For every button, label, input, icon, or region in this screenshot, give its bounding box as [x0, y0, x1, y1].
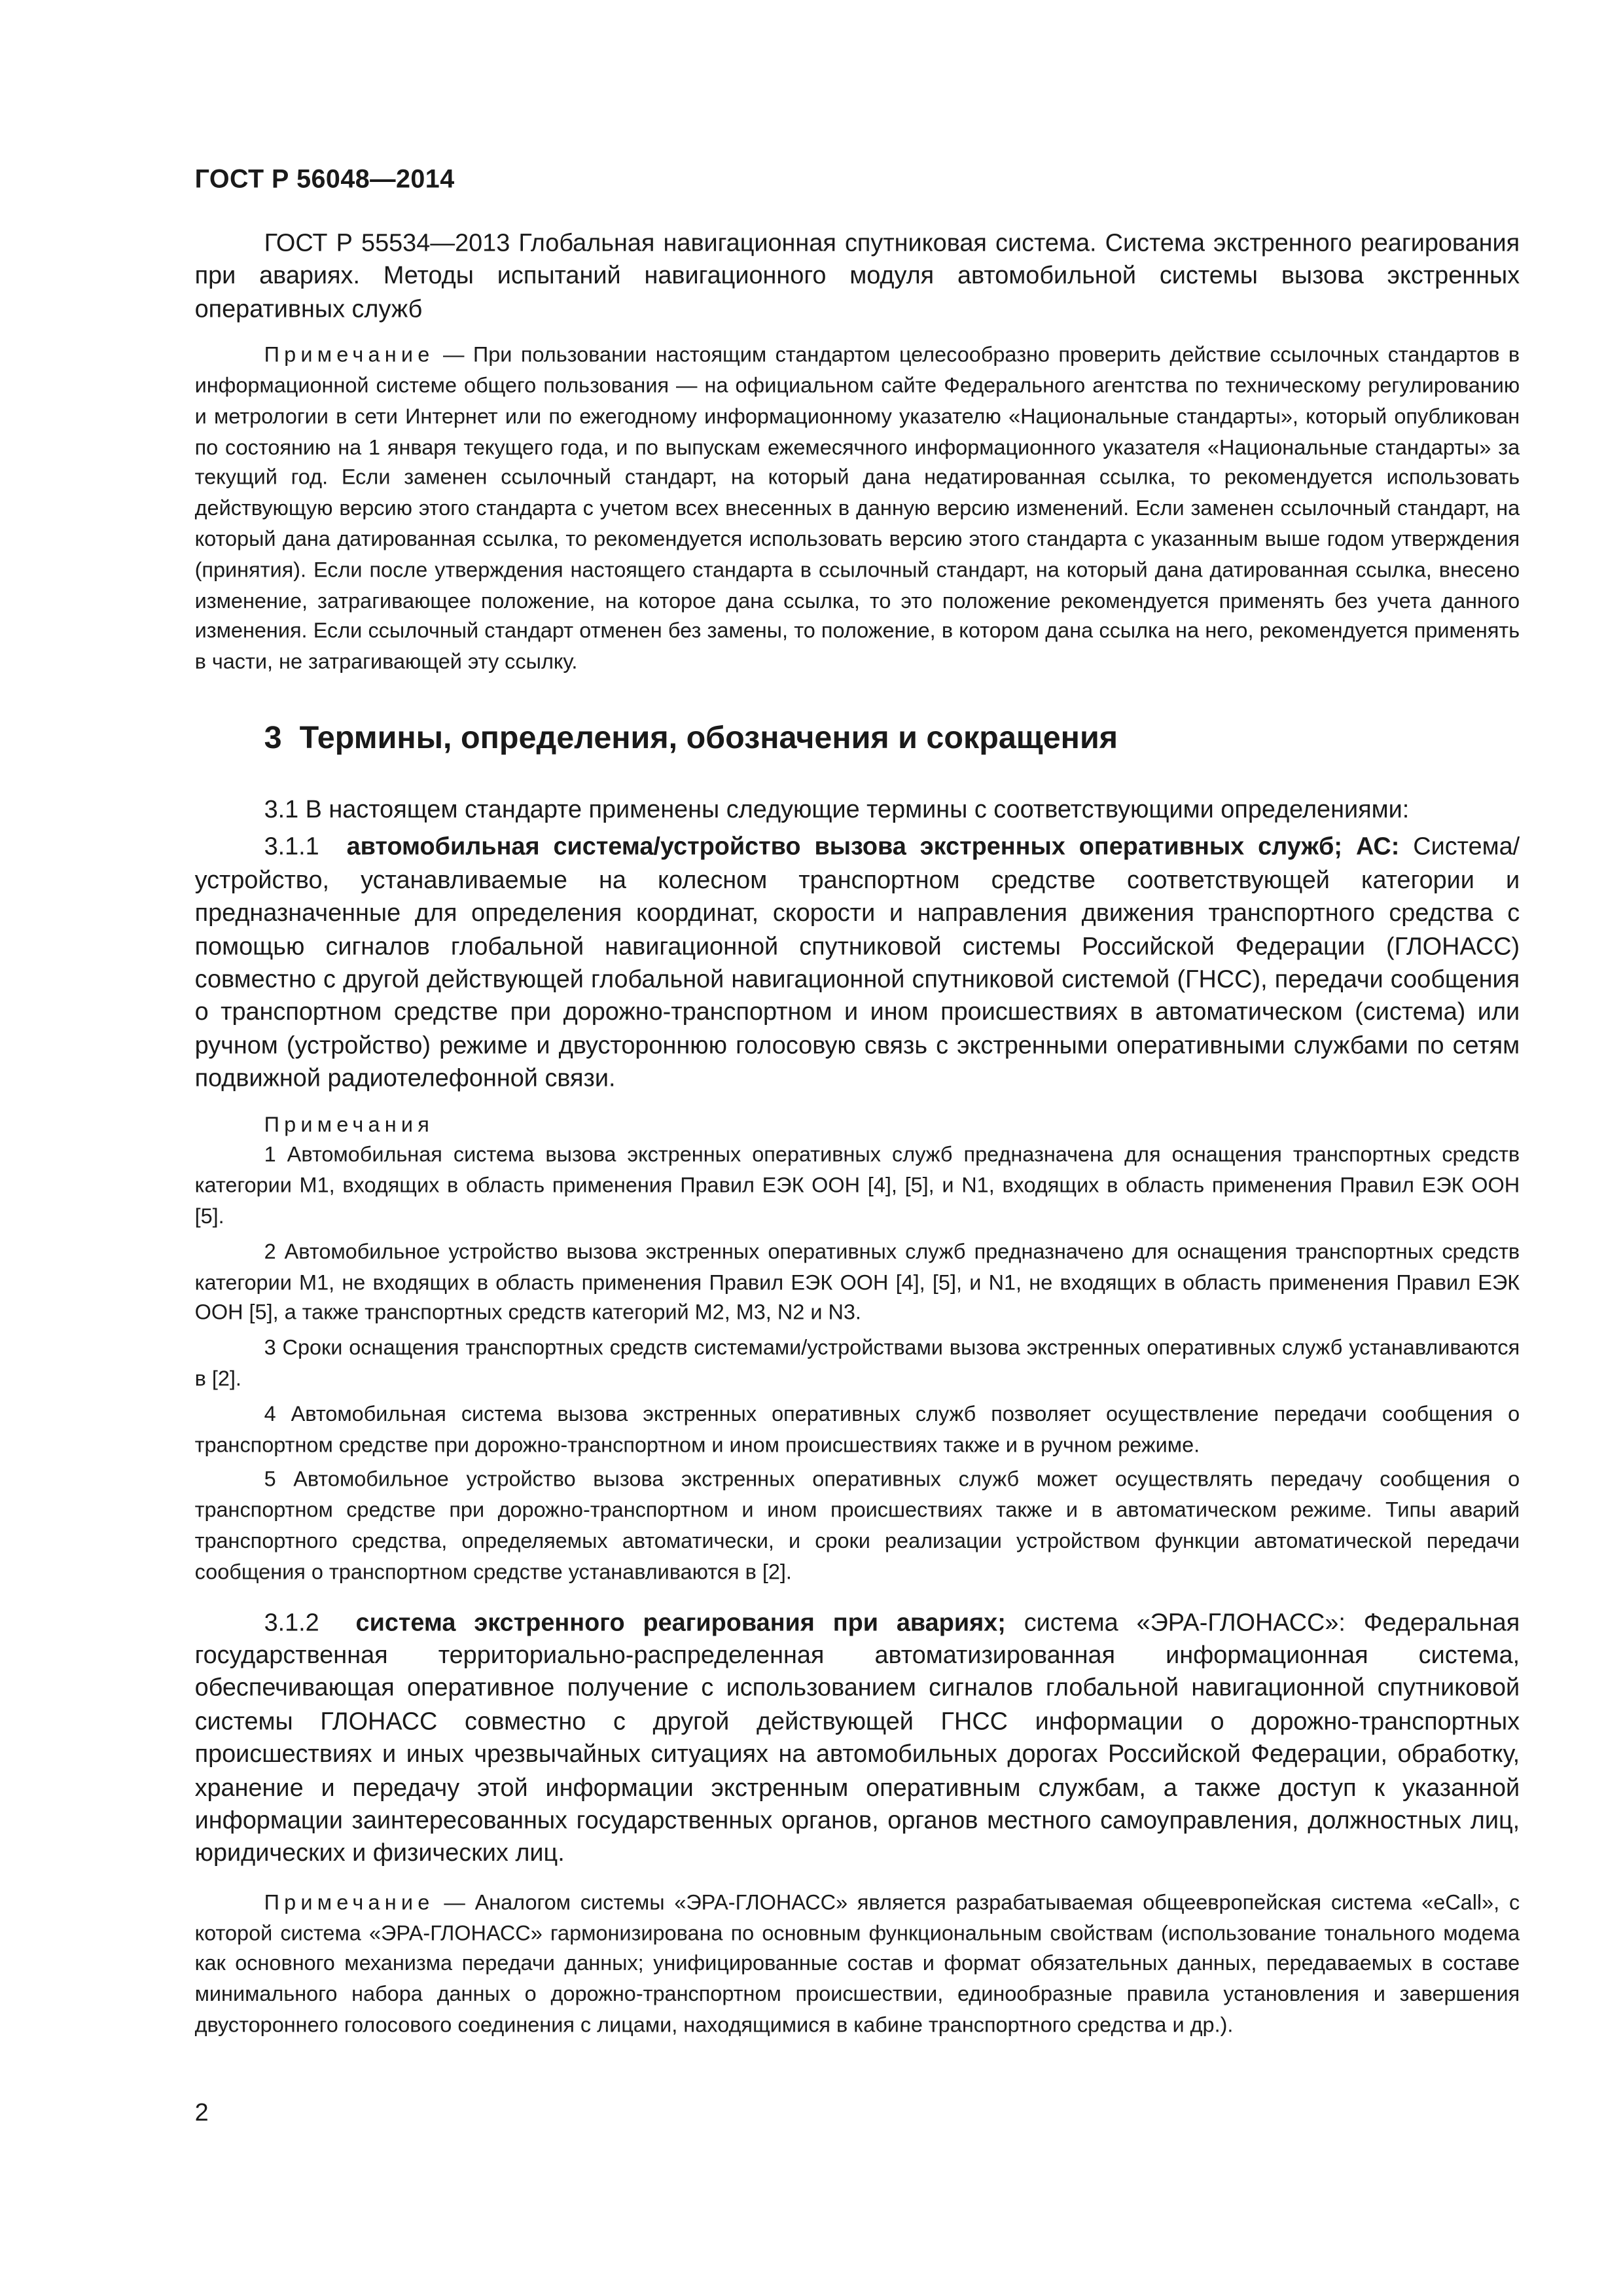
note-item: 4 Автомобильная система вызова экстренных оперативных служб позволяет осуществление передачи сообщения о транспортном средстве при дорожно-транспортном и ином происшествиях также и в ручном режиме.: [194, 1403, 1520, 1458]
section-3-heading: [264, 717, 1520, 759]
note-item: 2 Автомобильное устройство вызова экстренных оперативных служб предназначено для оснащения транспортных средств категории М1, не входящих в область применения Правил ЕЭК ООН [4], [5], и N1, не входящих в область применения Правил ЕЭК ООН [5], а также транспортных средств категорий М2, М3, N2 и N3.: [194, 1240, 1520, 1326]
term-3-1-1: [195, 831, 1520, 1096]
page-header-standard-number: ГОСТ Р 56048—2014: [194, 164, 455, 194]
term-3-1-2: [195, 1606, 1520, 1871]
term-abbreviation: АС:: [1355, 833, 1400, 861]
section-number: 3: [264, 720, 282, 756]
note-item: 3 Сроки оснащения транспортных средств системами/устройствами вызова экстренных оперативных служб устанавливаются в [2].: [194, 1337, 1520, 1392]
page-content: [195, 227, 1520, 2042]
term-number: 3.1.2: [264, 1607, 319, 1636]
notes-title: Примечания: [264, 1113, 435, 1138]
term-definition: Система/устройство, устанавливаемые на колесном транспортном средстве соответствующей категории и предназначенные для определения координат, скорости и направления движения транспортного средства с помощью сигналов глобальной навигационной спутниковой системы Российской Федерации (ГЛОНАСС) совместно с другой действующей глобальной навигационной спутниковой системой (ГНСС), передачи сообщения о транспортном средстве при дорожно-транспортном и ином происшествиях в автоматическом (система) или ручном (устройство) режиме и двустороннюю голосовую связь с экстренными оперативными службами по сетям подвижной радиотелефонной связи.: [194, 833, 1520, 1092]
term-alt-name: система «ЭРА-ГЛОНАСС»:: [1024, 1607, 1346, 1636]
note-item: 1 Автомобильная система вызова экстренных оперативных служб предназначена для оснащения транспортных средств категории М1, входящих в область применения Правил ЕЭК ООН [4], [5], и N1, входящих в область применения Правил ЕЭК ООН [5].: [194, 1144, 1520, 1230]
note-text: — Аналогом системы «ЭРА-ГЛОНАСС» является разрабатываемая общеевропейская система «eCall», с которой система «ЭРА-ГЛОНАСС» гармонизирована по основным функциональным свойствам (использование тонального модема как основного механизма передачи данных; унифицированные состав и формат обязательных данных, передаваемых в составе минимального набора данных о дорожно-транспортном происшествии, единообразные правила установления и завершения двустороннего голосового соединения с лицами, находящимися в кабине транспортного средства и др.).: [194, 1891, 1520, 2038]
note-item: 5 Автомобильное устройство вызова экстренных оперативных служб может осуществлять передачу сообщения о транспортном средстве при дорожно-транспортном и ином происшествиях также и в автоматическом режиме. Типы аварий транспортного средства, определяемых автоматически, и сроки реализации устройством функции автоматической передачи сообщения о транспортном средстве устанавливаются в [2].: [194, 1469, 1520, 1585]
normative-references-note: [195, 341, 1520, 679]
section-title: Термины, определения, обозначения и сокращения: [299, 720, 1118, 756]
term-name: автомобильная система/устройство вызова экстренных оперативных служб;: [346, 833, 1343, 861]
era-glonass-note: [195, 1888, 1520, 2041]
normative-reference-gost-55534: ГОСТ Р 55534—2013 Глобальная навигационная спутниковая система. Система экстренного реагирования при авариях. Методы испытаний навигационного модуля автомобильной системы вызова экстренных оперативных служб: [194, 228, 1520, 323]
note-label: Примечание: [264, 1891, 435, 1916]
page-number: 2: [194, 2098, 209, 2126]
note-label: Примечание: [264, 344, 435, 368]
term-definition: Федеральная государственная территориально-распределенная автоматизированная информационная система, обеспечивающая оперативное получение с использованием сигналов глобальной навигационной спутниковой системы ГЛОНАСС совместно с другой действующей ГНСС информации о дорожно-транспортных происшествиях и иных чрезвычайных ситуациях на автомобильных дорогах Российской Федерации, обработку, хранение и передачу этой информации экстренным оперативным службам, а также доступ к указанной информации заинтересованных государственных органов, органов местного самоуправления, должностных лиц, юридических и физических лиц.: [194, 1607, 1520, 1867]
term-name: система экстренного реагирования при авариях;: [355, 1607, 1006, 1636]
term-number: 3.1.1: [264, 833, 319, 861]
clause-3-1: 3.1 В настоящем стандарте применены следующие термины с соответствующими определениями:: [264, 795, 1410, 824]
note-text: — При пользовании настоящим стандартом целесообразно проверить действие ссылочных стандартов в информационной системе общего пользования — на официальном сайте Федерального агентства по техническому регулированию и метрологии в сети Интернет или по ежегодному информационному указателю «Национальные стандарты», который опубликован по состоянию на 1 января текущего года, и по выпускам ежемесячного информационного указателя «Национальные стандарты» за текущий год. Если заменен ссылочный стандарт, на который дана недатированная ссылка, то рекомендуется использовать действующую версию этого стандарта с учетом всех внесенных в данную версию изменений. Если заменен ссылочный стандарт, на который дана датированная ссылка, то рекомендуется использовать версию этого стандарта с указанным выше годом утверждения (принятия). Если после утверждения настоящего стандарта в ссылочный стандарт, на который дана датированная ссылка, внесено изменение, затрагивающее положение, на которое дана ссылка, то это положение рекомендуется применять без учета данного изменения. Если ссылочный стандарт отменен без замены, то положение, в котором дана ссылка на него, рекомендуется применять в части, не затрагивающей эту ссылку.: [194, 344, 1520, 675]
